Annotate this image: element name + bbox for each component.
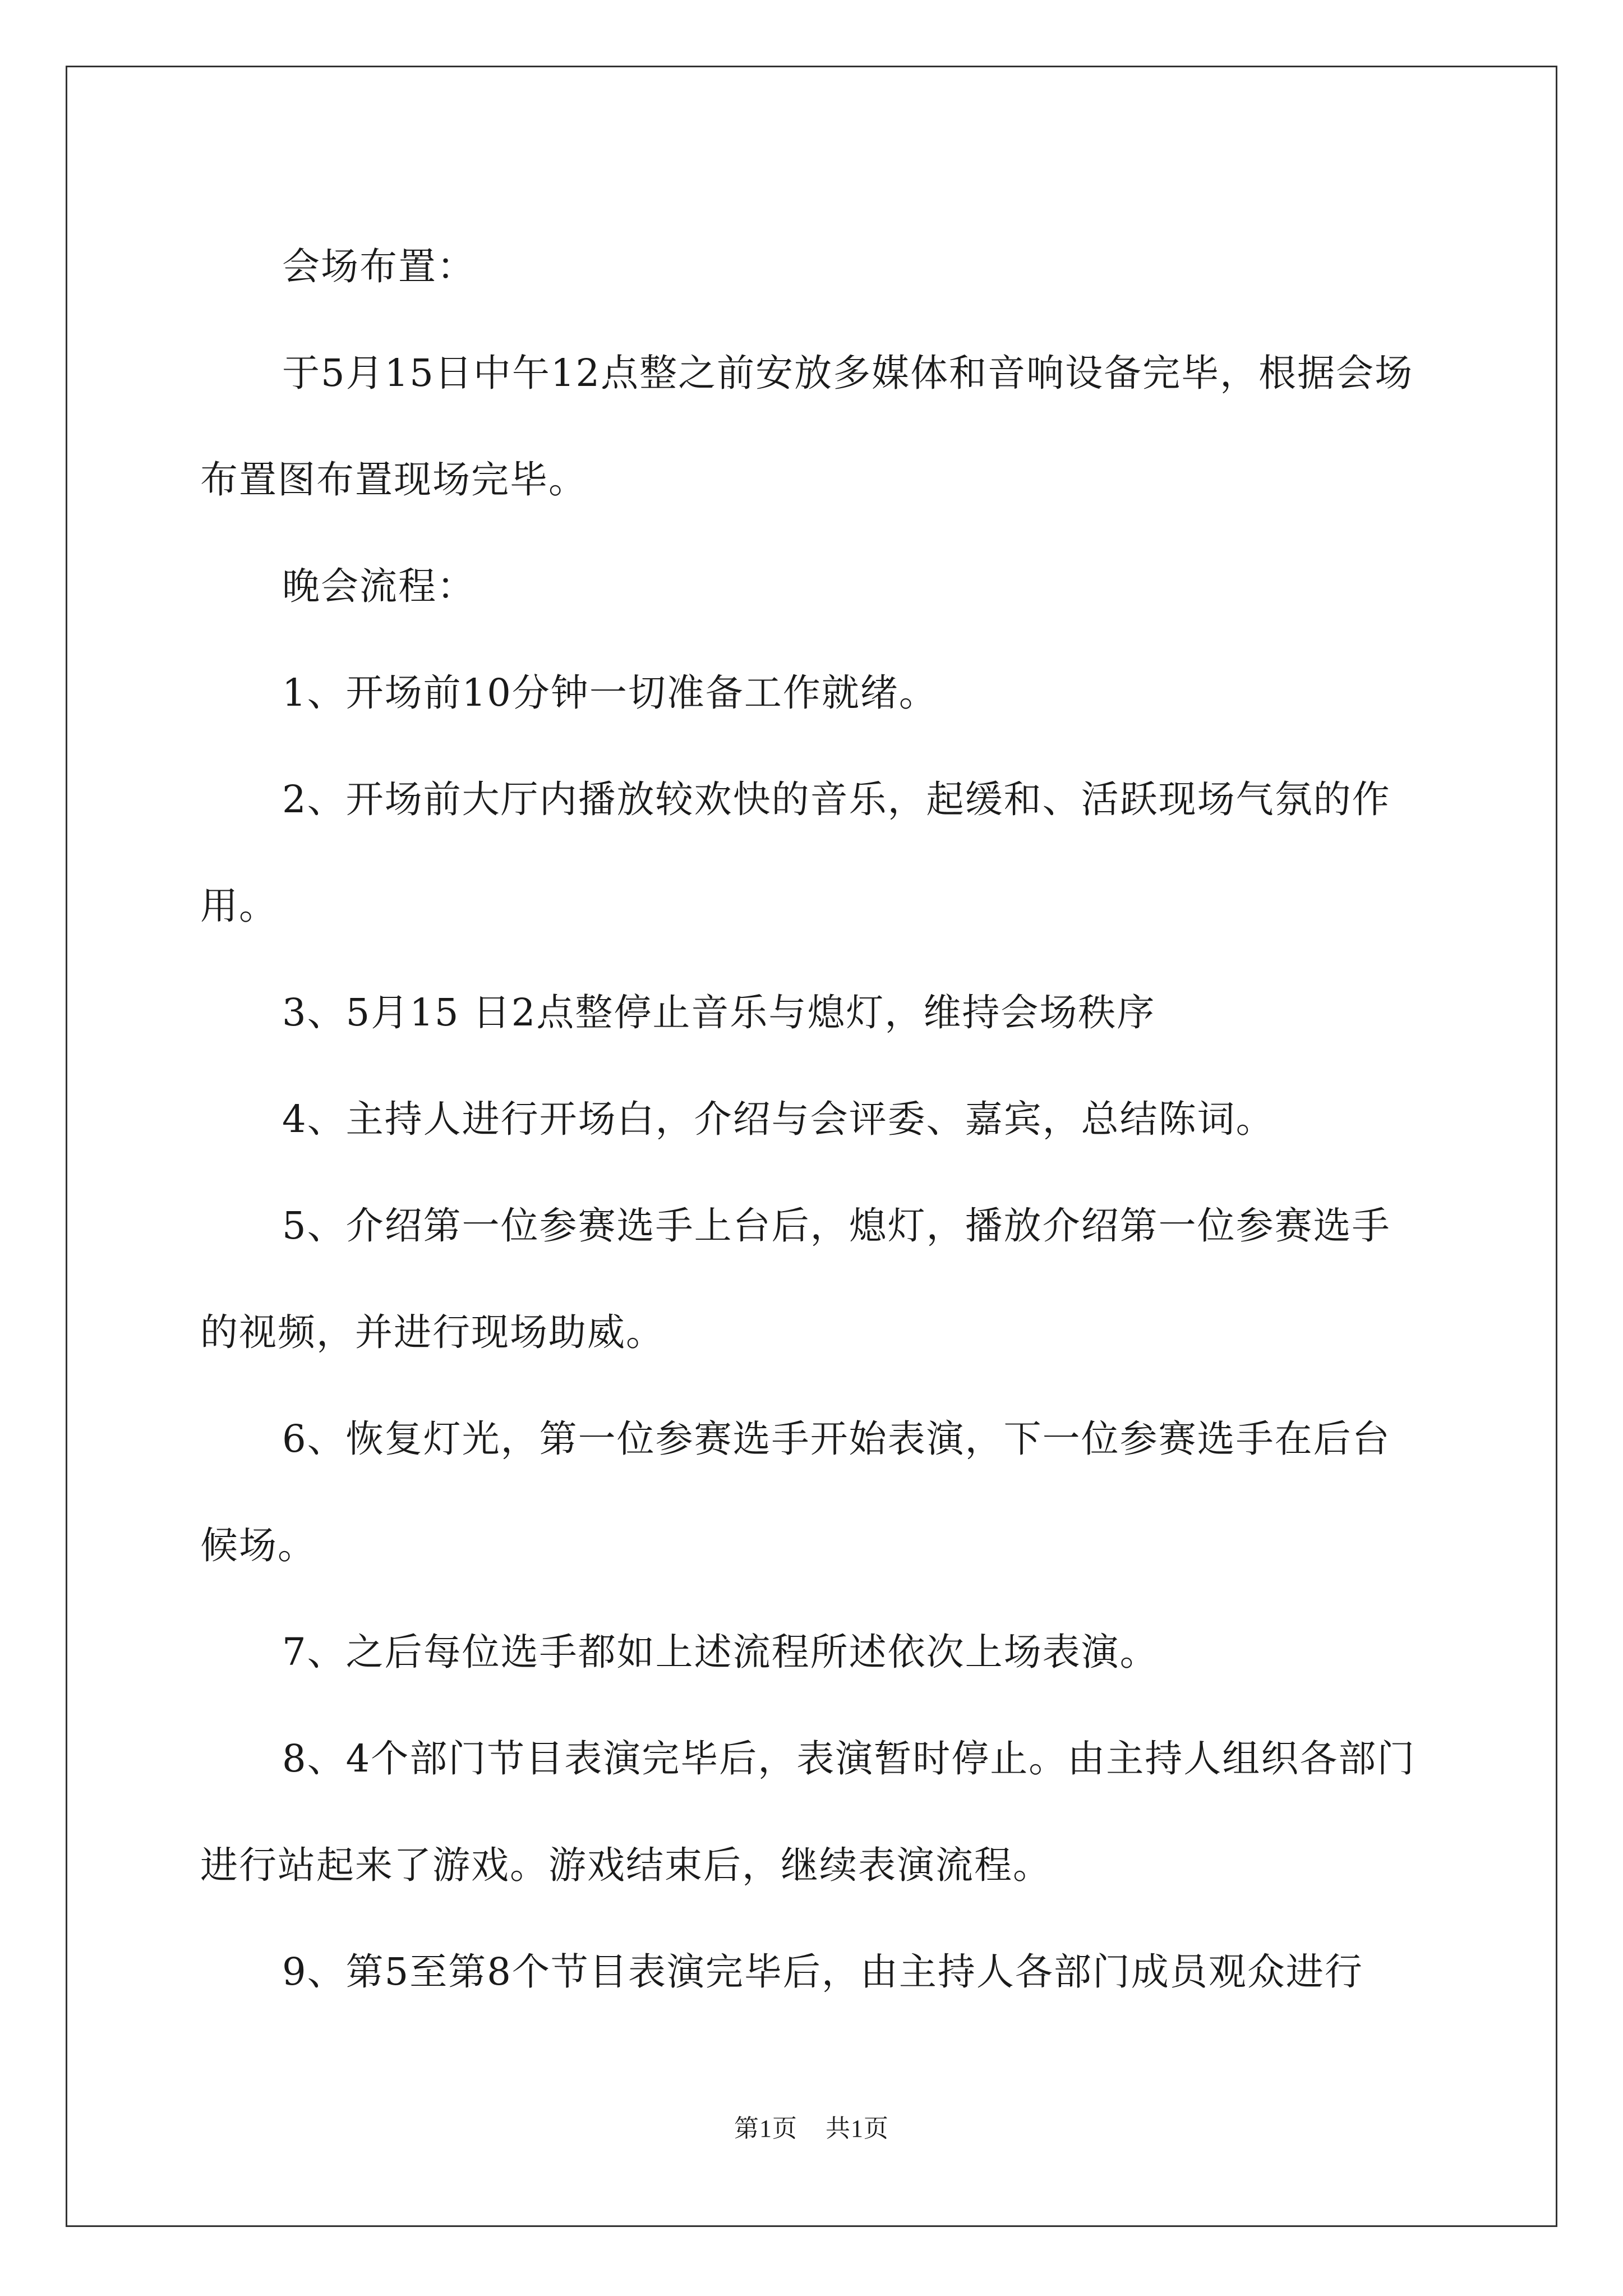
list-item-3: 3、5月15 日2点整停止音乐与熄灯，维持会场秩序 [282,991,1156,1034]
list-item-6: 6、恢复灯光，第一位参赛选手开始表演，下一位参赛选手在后台候场。 [200,1417,1391,1567]
list-item-4: 4、主持人进行开场白，介绍与会评委、嘉宾，总结陈词。 [282,1097,1275,1141]
section-heading-venue: 会场布置： [282,245,476,288]
page-total: 共1页 [826,2115,889,2142]
list-item-5: 5、介绍第一位参赛选手上台后，熄灯，播放介绍第一位参赛选手的视频，并进行现场助威。 [200,1204,1391,1354]
section-heading-program: 晚会流程： [282,564,476,608]
page-number: 第1页 [734,2115,797,2142]
list-item-8: 8、4个部门节目表演完毕后，表演暂时停止。由主持人组织各部门进行站起来了游戏。游戏结束后，继续表演流程。 [200,1737,1416,1887]
page-footer [0,2108,1623,2144]
paragraph-venue-setup: 于5月15日中午12点整之前安放多媒体和音响设备完毕，根据会场布置图布置现场完毕。 [200,351,1414,501]
list-item-1: 1、开场前10分钟一切准备工作就绪。 [282,671,938,715]
list-item-7: 7、之后每位选手都如上述流程所述依次上场表演。 [282,1630,1159,1674]
list-item-9: 9、第5至第8个节目表演完毕后，由主持人各部门成员观众进行 [282,1950,1363,1994]
list-item-2: 2、开场前大厅内播放较欢快的音乐，起缓和、活跃现场气氛的作用。 [200,777,1391,928]
document-body [200,213,1426,2025]
